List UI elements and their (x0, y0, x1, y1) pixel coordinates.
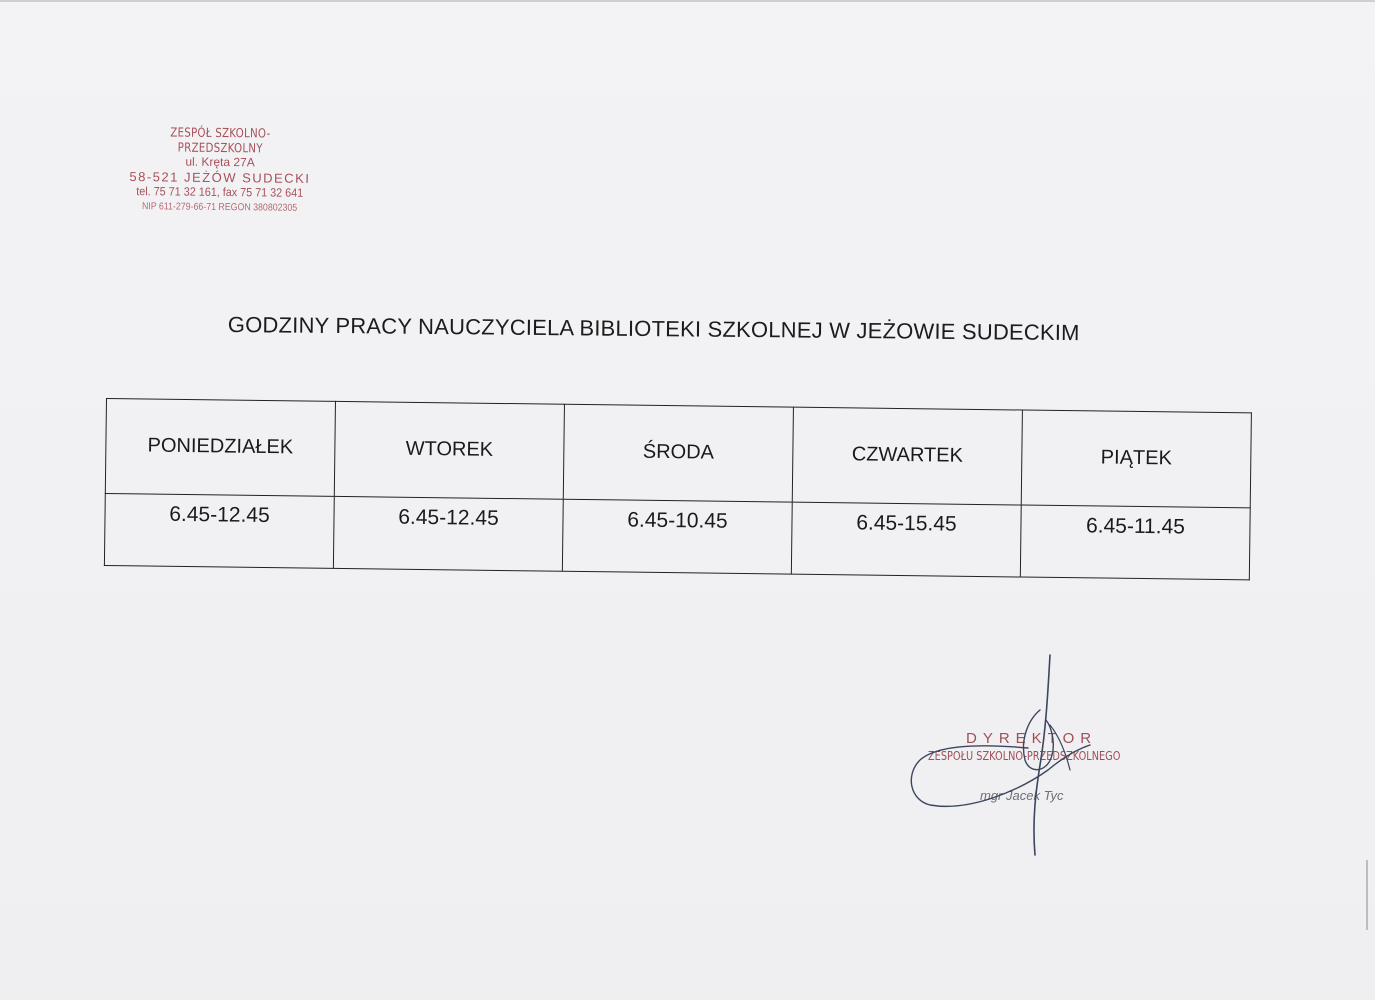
day-thursday: CZWARTEK (792, 407, 1022, 505)
page-title: GODZINY PRACY NAUCZYCIELA BIBLIOTEKI SZKOLNEJ W JEŻOWIE SUDECKIM (227, 312, 1080, 346)
director-role: DYREKTOR (966, 730, 1098, 747)
scan-edge-right (1366, 860, 1368, 930)
schedule-table-wrap (104, 398, 1252, 580)
table-hours-row (104, 493, 1250, 579)
director-org: ZESPOŁU SZKOLNO-PRZEDSZKOLNEGO (928, 748, 1121, 763)
director-name: mgr Jacek Tyc (980, 788, 1064, 803)
hours-thursday: 6.45-15.45 (791, 502, 1021, 577)
day-friday: PIĄTEK (1021, 410, 1251, 508)
hours-monday: 6.45-12.45 (104, 493, 334, 568)
signature-icon (900, 650, 1100, 860)
stamp-phone: tel. 75 71 32 161, fax 75 71 32 641 (136, 184, 304, 200)
hours-wednesday: 6.45-10.45 (562, 499, 792, 574)
school-stamp (110, 124, 331, 216)
day-monday: PONIEDZIAŁEK (105, 399, 335, 497)
stamp-ids: NIP 611-279-66-71 REGON 380802305 (141, 201, 298, 214)
table-header-row (105, 399, 1251, 508)
day-wednesday: ŚRODA (563, 404, 793, 502)
hours-friday: 6.45-11.45 (1020, 505, 1250, 580)
scan-edge-top (0, 0, 1375, 2)
stamp-city: 58-521 JEŻÓW SUDECKI (129, 169, 311, 186)
hours-tuesday: 6.45-12.45 (333, 496, 563, 571)
stamp-street: ul. Kręta 27A (185, 154, 255, 170)
day-tuesday: WTOREK (334, 401, 564, 499)
stamp-school-name: ZESPÓŁ SZKOLNO-PRZEDSZKOLNY (170, 124, 271, 156)
schedule-table (104, 398, 1252, 580)
